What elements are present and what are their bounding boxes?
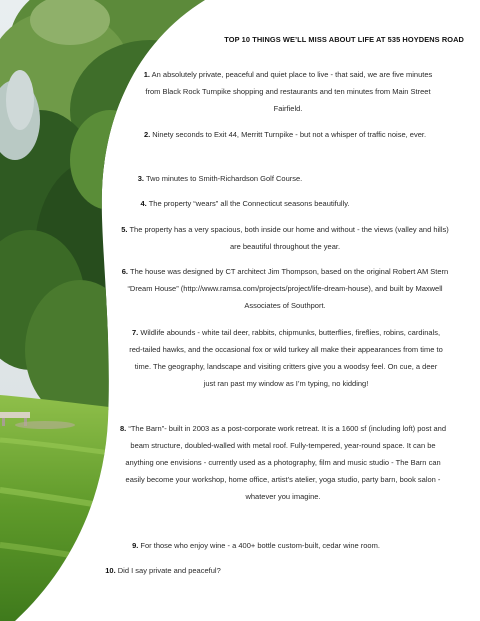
list-item: [140, 66, 436, 117]
list-item: [119, 195, 371, 212]
item-text: Wildlife abounds - white tail deer, rabbits, chipmunks, butterflies, fireflies, robins, cardinals, red-tailed hawks, and the occasional fox or wild turkey all make their appearances from time to time. The geography, landscape and visiting critters give you a woodsy feel. On cue, a deer just ran past my window as I’m typing, no kidding!: [129, 328, 443, 388]
item-number: 10.: [105, 566, 116, 575]
item-number: 4.: [140, 199, 147, 208]
item-number: 9.: [132, 541, 139, 550]
list-item: [124, 126, 446, 143]
item-text: Did I say private and peaceful?: [117, 566, 221, 575]
item-number: 7.: [131, 328, 139, 337]
item-text: The property “wears” all the Connecticut seasons beautifully.: [148, 199, 350, 208]
list-item: [118, 420, 448, 505]
page-title: TOP 10 THINGS WE’LL MISS ABOUT LIFE AT 535 HOYDENS ROAD: [224, 35, 464, 44]
list-item: [106, 537, 406, 554]
list-item: [120, 221, 450, 255]
list-item: [88, 562, 238, 579]
item-number: 8.: [119, 424, 127, 433]
item-number: 1.: [143, 70, 150, 79]
item-text: Two minutes to Smith-Richardson Golf Course.: [145, 174, 303, 183]
item-text: “The Barn”- built in 2003 as a post-corporate work retreat. It is a 1600 sf (including loft) post and beam structure, doubled-walled with metal roof. Fully-tempered, year-round space. It can be anything one envisions - currently used as a photography, film and music studio - The Barn can easily become your workshop, home office, artist’s atelier, yoga studio, party barn, book salon - whatever you imagine.: [125, 424, 447, 501]
item-text: The property has a very spacious, both inside our home and without - the views (valley and hills) are beautiful throughout the year.: [129, 225, 449, 251]
item-number: 5.: [121, 225, 128, 234]
item-text: An absolutely private, peaceful and quiet place to live - that said, we are five minutes from Black Rock Turnpike shopping and restaurants and ten minutes from Main Street Fairfield.: [145, 70, 433, 113]
item-number: 6.: [121, 267, 129, 276]
item-number: 2.: [143, 130, 151, 139]
item-number: 3.: [137, 174, 144, 183]
item-text: Ninety seconds to Exit 44, Merritt Turnpike - but not a whisper of traffic noise, ever.: [152, 130, 427, 139]
list-item: [120, 263, 450, 314]
list-item: [120, 170, 320, 187]
item-text: The house was designed by CT architect Jim Thompson, based on the original Robert AM Stern “Dream House” (http://www.ramsa.com/projects/project/life-dream-house), and built by Maxwell Associates of Southport.: [127, 267, 449, 310]
list-item: [128, 324, 444, 392]
item-text: For those who enjoy wine - a 400+ bottle custom-built, cedar wine room.: [140, 541, 380, 550]
